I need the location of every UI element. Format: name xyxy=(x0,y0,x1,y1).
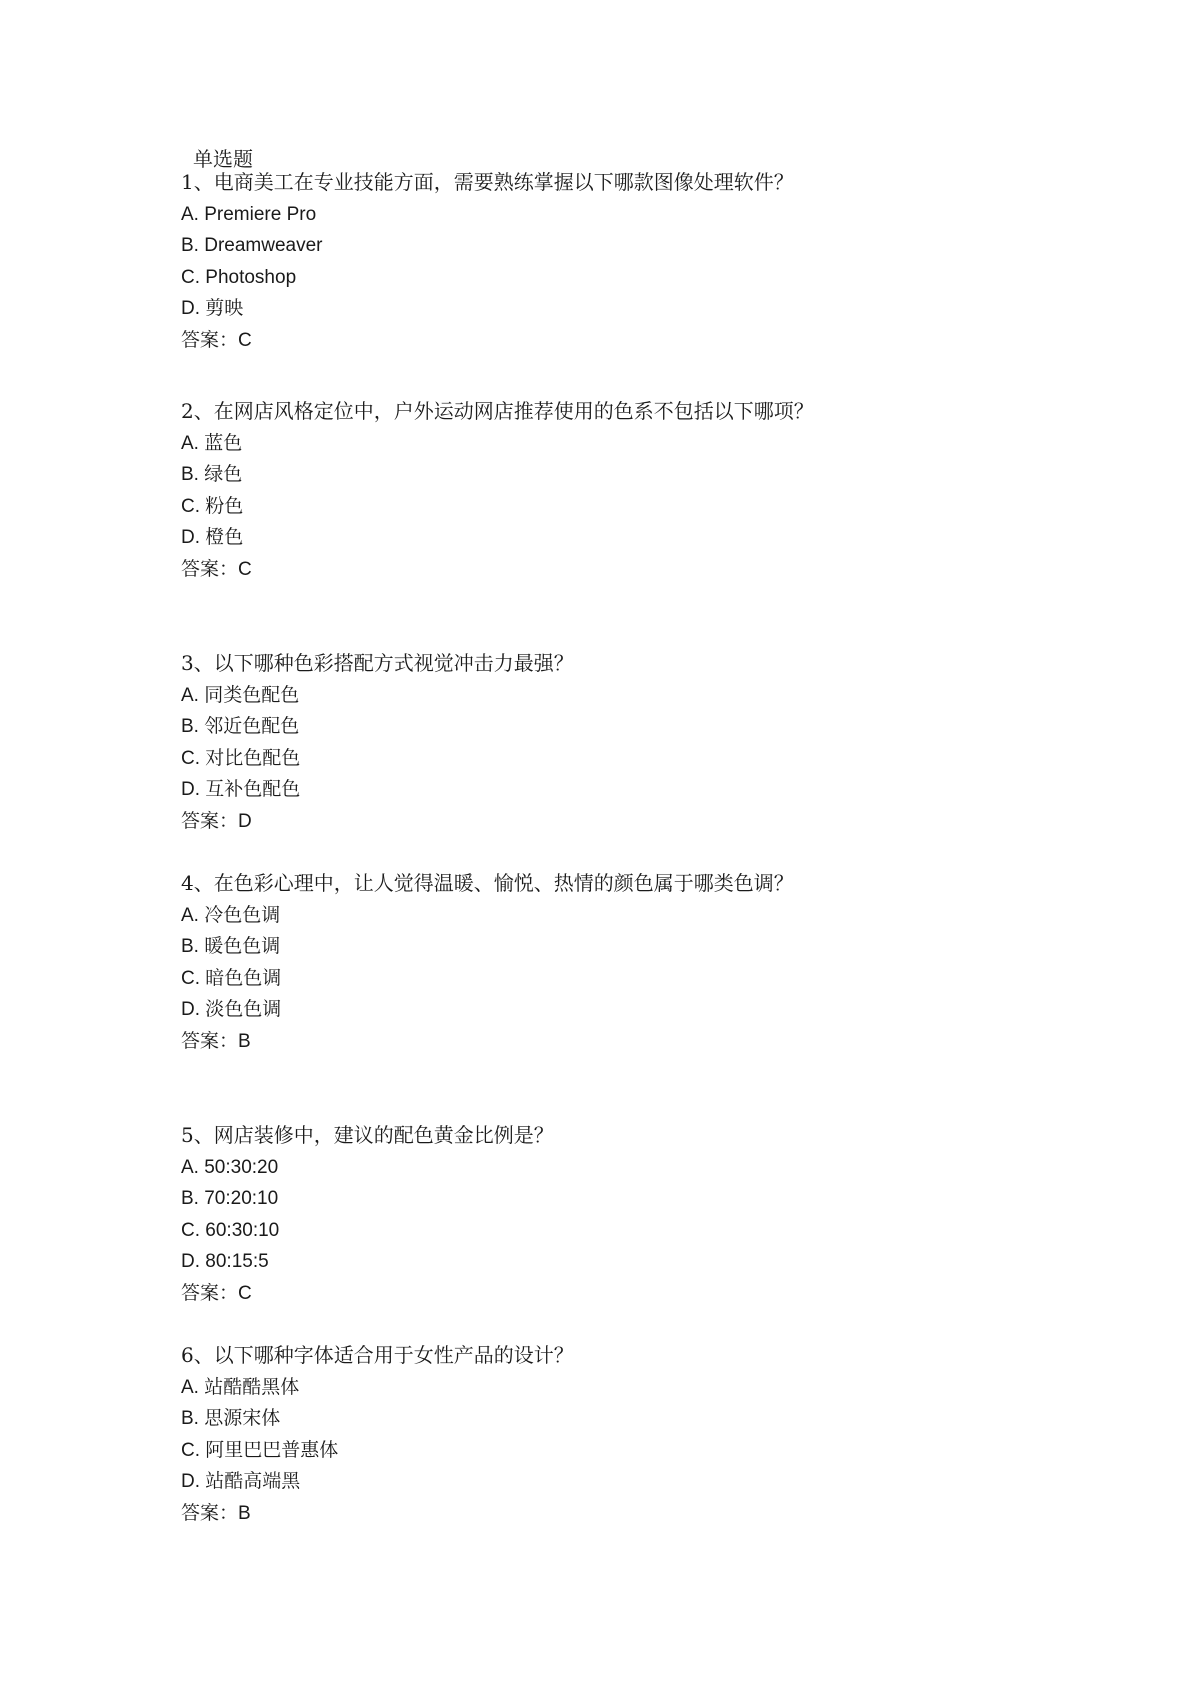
option-c: C. 60:30:10 xyxy=(181,1219,280,1241)
option-a: A. 站酷酷黑体 xyxy=(181,1376,300,1398)
option-c: C. 暗色色调 xyxy=(181,967,282,989)
answer: 答案：D xyxy=(181,810,252,832)
answer: 答案：C xyxy=(181,1282,252,1304)
question-stem: 4、在色彩心理中，让人觉得温暖、愉悦、热情的颜色属于哪类色调？ xyxy=(181,871,794,895)
option-d: D. 站酷高端黑 xyxy=(181,1471,301,1492)
option-b: B. 思源宋体 xyxy=(181,1408,281,1429)
option-d: D. 80:15:5 xyxy=(181,1251,269,1272)
option-c: C. 对比色配色 xyxy=(181,747,301,769)
option-a: A. Premiere Pro xyxy=(181,203,317,225)
question-6 xyxy=(181,1340,1081,1529)
question-1 xyxy=(181,167,1081,356)
option-a: A. 蓝色 xyxy=(181,432,243,454)
question-3 xyxy=(181,648,1081,837)
section-title: 单选题 xyxy=(193,147,253,171)
option-a: A. 同类色配色 xyxy=(181,684,300,706)
question-stem: 6、以下哪种字体适合用于女性产品的设计？ xyxy=(181,1343,574,1367)
answer: 答案：B xyxy=(181,1502,251,1524)
answer: 答案：C xyxy=(181,558,252,580)
question-2 xyxy=(181,396,1081,585)
question-stem: 1、电商美工在专业技能方面，需要熟练掌握以下哪款图像处理软件？ xyxy=(181,170,794,194)
option-d: D. 橙色 xyxy=(181,527,244,548)
question-stem: 2、在网店风格定位中，户外运动网店推荐使用的色系不包括以下哪项？ xyxy=(181,399,814,423)
answer: 答案：B xyxy=(181,1030,251,1052)
option-c: C. Photoshop xyxy=(181,266,297,288)
option-c: C. 阿里巴巴普惠体 xyxy=(181,1439,339,1461)
question-5 xyxy=(181,1120,1081,1309)
option-a: A. 50:30:20 xyxy=(181,1156,279,1178)
option-d: D. 淡色色调 xyxy=(181,999,282,1020)
question-stem: 3、以下哪种色彩搭配方式视觉冲击力最强？ xyxy=(181,651,574,675)
option-b: B. 暖色色调 xyxy=(181,936,281,957)
option-b: B. 绿色 xyxy=(181,464,243,485)
option-d: D. 剪映 xyxy=(181,298,244,319)
option-a: A. 冷色色调 xyxy=(181,904,281,926)
option-b: B. 70:20:10 xyxy=(181,1188,279,1209)
option-b: B. 邻近色配色 xyxy=(181,716,300,737)
answer: 答案：C xyxy=(181,329,252,351)
option-b: B. Dreamweaver xyxy=(181,235,323,256)
question-stem: 5、网店装修中，建议的配色黄金比例是？ xyxy=(181,1123,554,1147)
option-c: C. 粉色 xyxy=(181,495,244,517)
question-4 xyxy=(181,868,1081,1057)
option-d: D. 互补色配色 xyxy=(181,779,301,800)
